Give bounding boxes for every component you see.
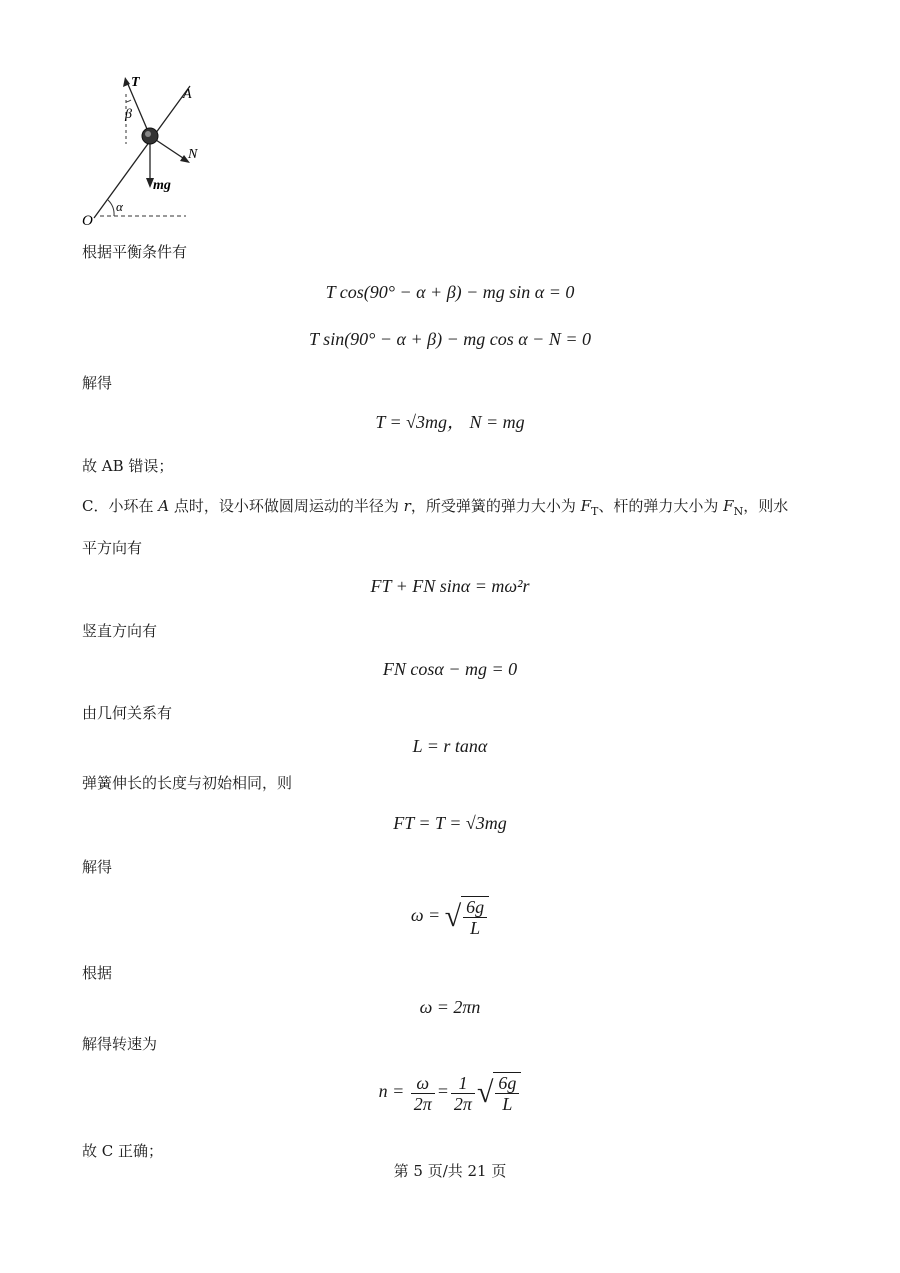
eq10-f1-den: 2π	[413, 1093, 432, 1114]
text-solve-2: 解得	[82, 858, 113, 876]
text-equilibrium: 根据平衡条件有	[82, 243, 188, 261]
equation-10-lhs: n =	[378, 1081, 405, 1102]
alpha-arc	[108, 200, 114, 216]
equation-9: ω = 2πn	[419, 997, 481, 1017]
equation-10: n = $\frac{\omega}{2\pi}$ = $\frac{1}{2\pi}$ √ $\frac{6g}{L}$	[0, 1072, 900, 1114]
equation-3a: T = √3mg，	[375, 412, 466, 432]
text-solve-1: 解得	[82, 374, 113, 392]
page-footer: 第 5 页/共 21 页	[393, 1162, 507, 1180]
text-c-part5: ，则水	[743, 497, 789, 515]
text-c-FT-sub: T	[591, 505, 599, 518]
eq10-f2-den: 2π	[453, 1093, 472, 1114]
equation-1: T cos(90° − α + β) − mg sin α = 0	[325, 282, 575, 302]
equation-8	[0, 896, 900, 938]
label-N: N	[188, 147, 198, 162]
label-mg: mg	[153, 178, 171, 193]
equation-2: T sin(90° − α + β) − mg cos α − N = 0	[309, 329, 591, 349]
text-geometry: 由几何关系有	[82, 704, 173, 722]
text-c-FN-sub: N	[733, 505, 744, 518]
beta-arc	[126, 100, 131, 102]
eq10-f1-num: ω	[411, 1073, 435, 1094]
text-c-correct: 故 C 正确；	[82, 1142, 164, 1160]
text-c-FT: F	[580, 497, 592, 515]
force-diagram	[80, 72, 200, 232]
equation-8-lhs: ω =	[410, 905, 441, 926]
text-option-c	[82, 496, 788, 522]
equation-5: FN cosα − mg = 0	[382, 659, 518, 679]
equation-6: L = r tanα	[412, 736, 488, 756]
equation-4: FT + FN sinα = mω²r	[370, 576, 530, 596]
equation-3b: N = mg	[469, 412, 525, 432]
eq8-numerator: 6g	[463, 897, 487, 918]
text-horizontal: 平方向有	[82, 539, 143, 557]
rod-line	[94, 86, 190, 218]
text-c-A: A	[158, 497, 170, 515]
eq10-sq-num: 6g	[495, 1073, 519, 1094]
label-T: T	[131, 75, 140, 90]
eq10-f2-num: 1	[451, 1073, 475, 1094]
label-alpha: α	[116, 199, 123, 214]
sqrt-8: √ $\frac{6g}{L}$	[445, 896, 489, 938]
text-c-FN: F	[723, 497, 734, 515]
eq10-fraction-1	[411, 1073, 435, 1114]
eq10-fraction-2	[451, 1073, 475, 1114]
text-c-part2: 点时，设小环做圆周运动的半径为	[169, 497, 404, 515]
text-according: 根据	[82, 964, 113, 982]
sqrt-10: √ $\frac{6g}{L}$	[477, 1072, 521, 1114]
eq8-denominator: L	[470, 918, 481, 938]
text-spring: 弹簧伸长的长度与初始相同，则	[82, 774, 293, 792]
equation-7: FT = T = √3mg	[393, 813, 507, 833]
label-O: O	[82, 213, 93, 229]
label-A: A	[183, 87, 192, 102]
text-c-r: r	[403, 497, 411, 515]
eq10-sq-den: L	[502, 1094, 513, 1114]
label-beta: β	[125, 107, 132, 122]
text-solve-speed: 解得转速为	[82, 1035, 158, 1053]
text-c-part1: C．小环在	[82, 497, 159, 515]
text-vertical: 竖直方向有	[82, 622, 158, 640]
text-ab-wrong: 故 AB 错误；	[82, 457, 174, 475]
text-c-part3: ，所受弹簧的弹力大小为	[410, 497, 581, 515]
text-c-part4: 、杆的弹力大小为	[598, 497, 724, 515]
equation-3	[0, 410, 900, 434]
